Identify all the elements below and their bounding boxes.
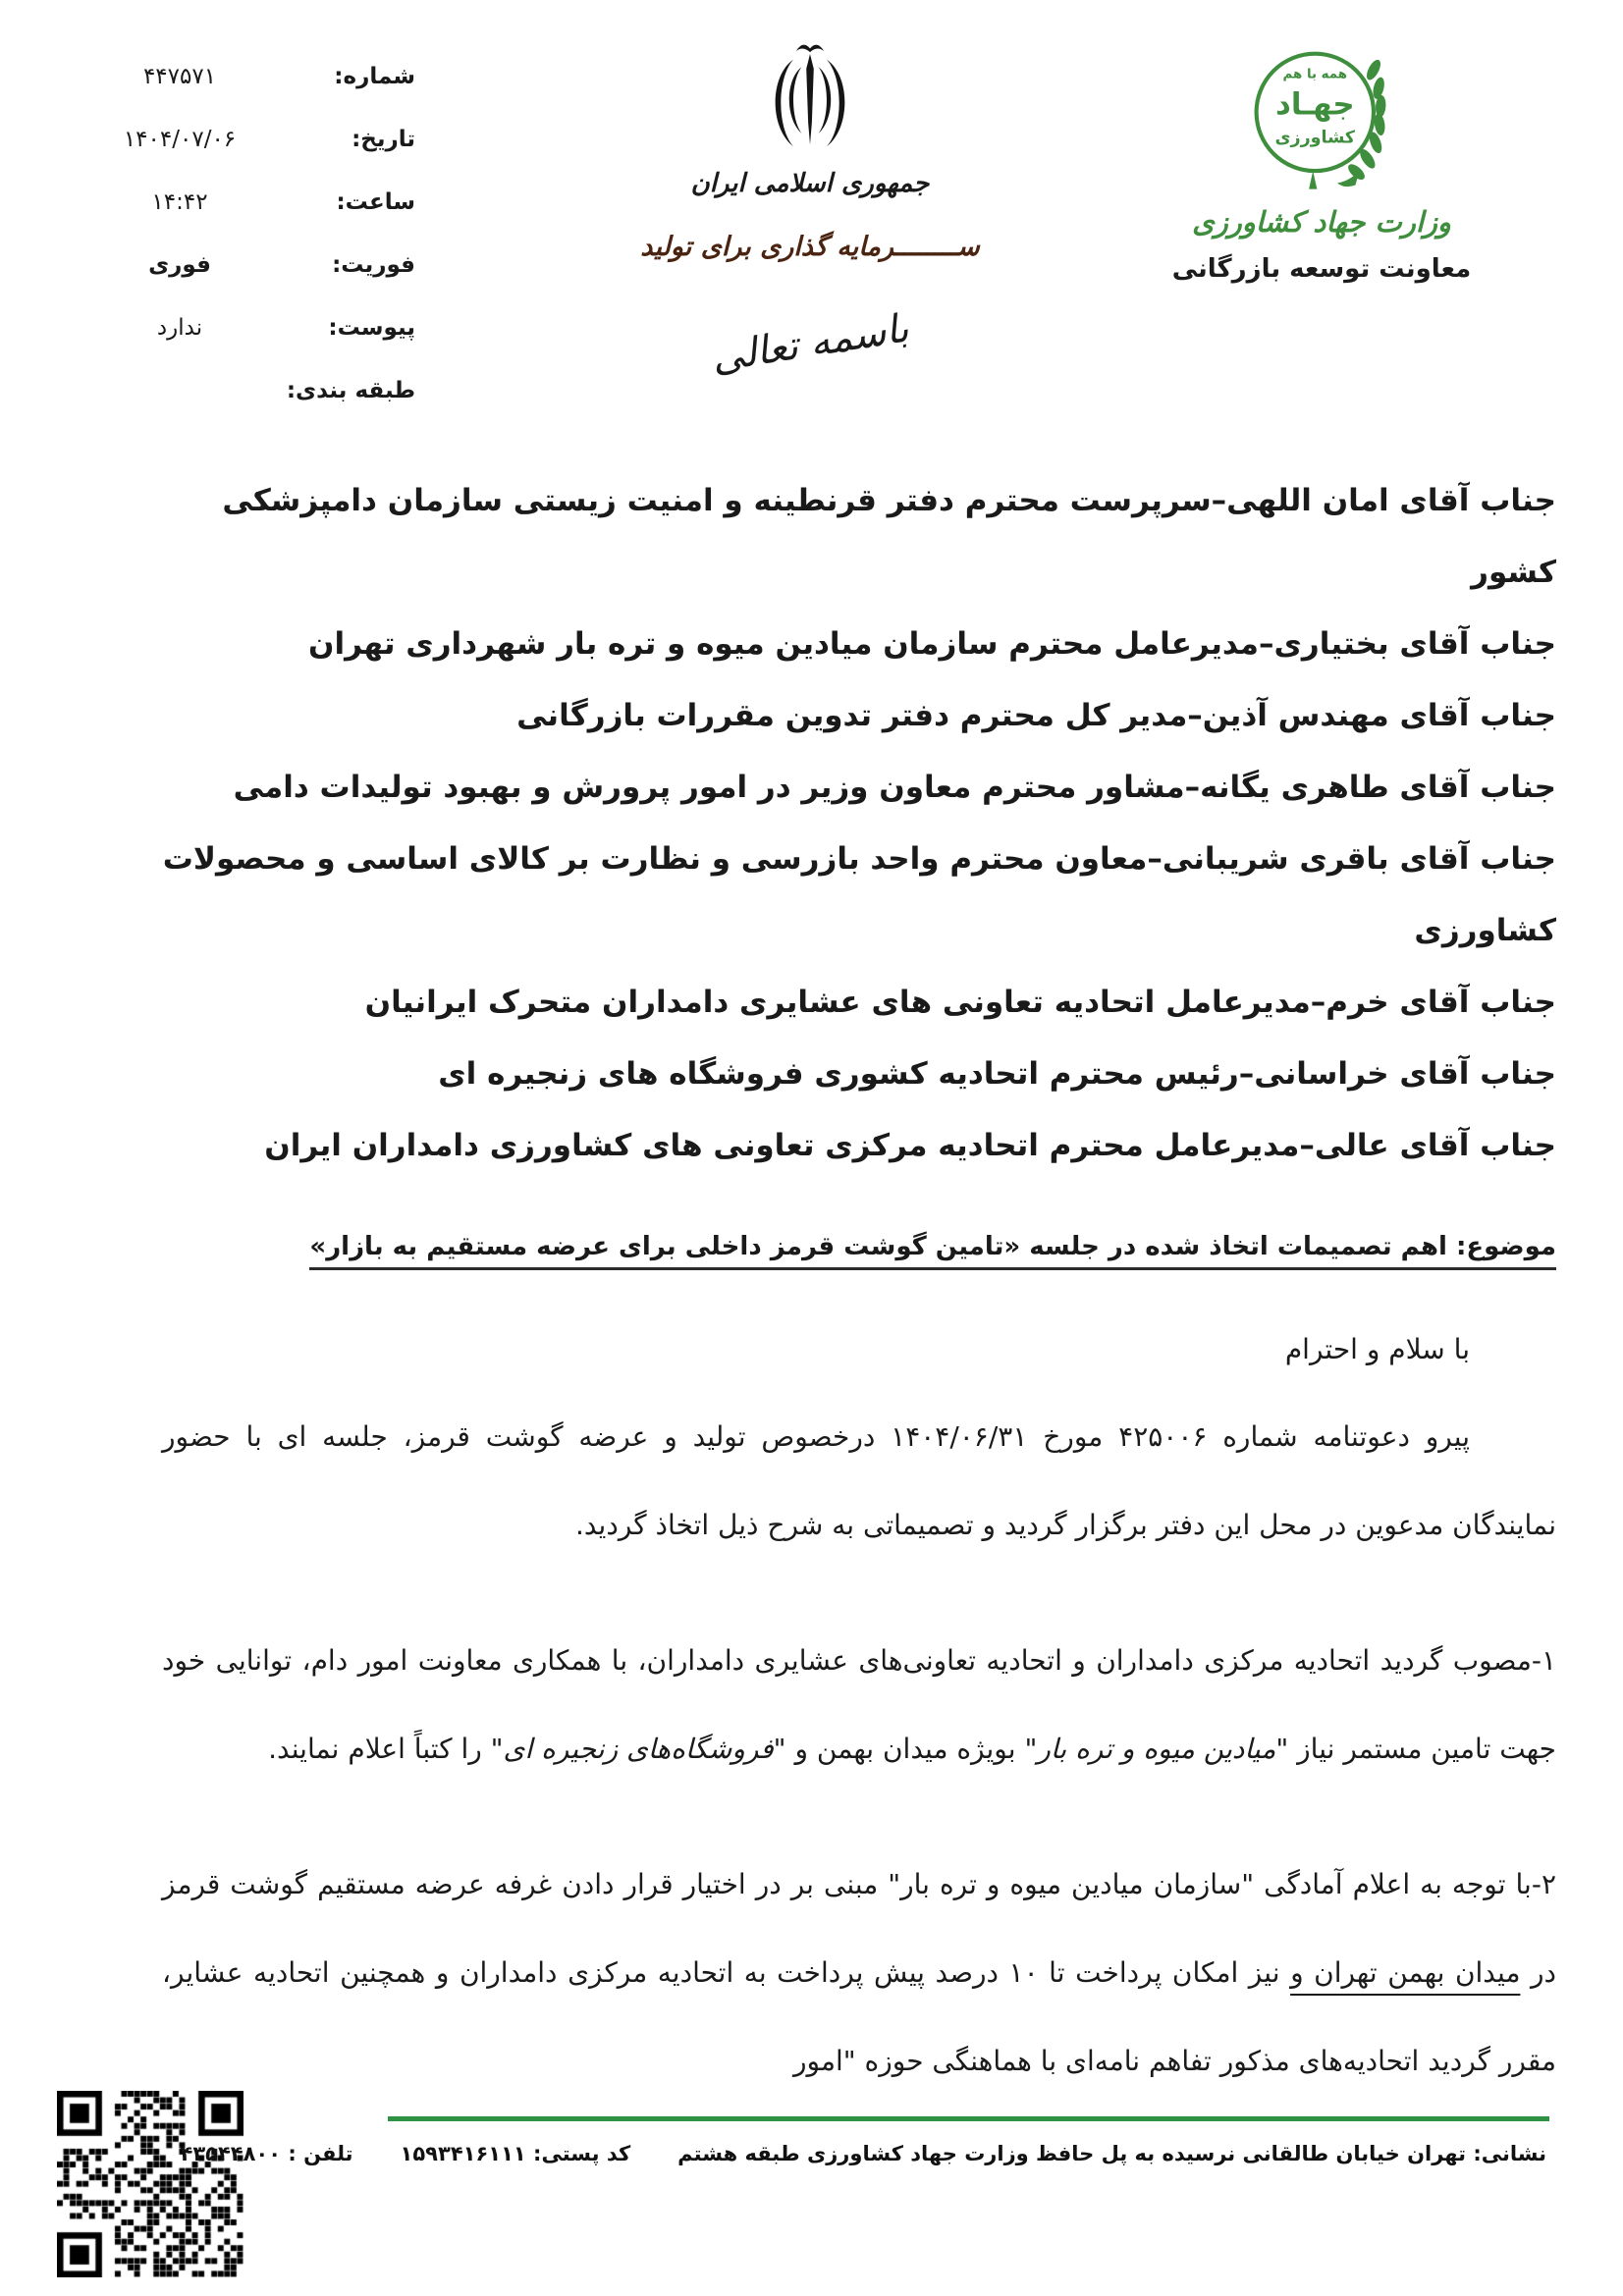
footer-address: نشانی: تهران خیابان طالقانی نرسیده به پل حافظ وزارت جهاد کشاورزی طبقه هشتم (677, 2142, 1546, 2165)
item1-quote-markets: "میادین میوه و تره بار" (1024, 1733, 1289, 1765)
footer-phone: تلفن : ۴۳۵۴۴۸۰۰ (180, 2142, 353, 2165)
item1-quote-chainstores: "فروشگاه‌های زنجیره ای" (490, 1733, 786, 1765)
metadata-row-time (77, 171, 415, 234)
ministry-block (1130, 29, 1513, 284)
number-label: شماره: (334, 64, 415, 89)
item2-text: ۲-با توجه به اعلام آمادگی "سازمان میادین میوه و تره بار" مبنی بر در اختیار قرار دادن غرفه عرضه مستقیم گوشت قرمز در (162, 1868, 1557, 1989)
metadata-row-date (77, 108, 415, 171)
intro-paragraph: پیرو دعوتنامه شماره ۴۲۵۰۰۶ مورخ ۱۴۰۴/۰۶/۳۱ درخصوص تولید و عرضه گوشت قرمز، جلسه ای با حضور نمایندگان مدعوین در محل این دفتر برگزار گردید و تصمیماتی به شرح ذیل اتخاذ گردید. (162, 1420, 1556, 1541)
letter-metadata (77, 45, 415, 422)
metadata-row-urgency (77, 234, 415, 296)
time-label: ساعت: (336, 189, 415, 215)
time-value: ۱۴:۴۲ (151, 189, 208, 215)
classification-label: طبقه بندی: (286, 378, 415, 403)
iran-emblem-icon (745, 37, 875, 167)
besmellah-calligraphy: باسمه تعالی (708, 305, 912, 382)
recipient-line: جناب آقای طاهری یگانه–مشاور محترم معاون وزیر در امور پرورش و بهبود تولیدات دامی (233, 770, 1556, 805)
recipient-list (162, 465, 1556, 1182)
recipient-line: جناب آقای امان اللهی–سرپرست محترم دفتر قرنطینه و امنیت زیستی سازمان دامپزشکی کشور (222, 483, 1556, 590)
subject-text: موضوع: اهم تصمیمات اتخاذ شده در جلسه «تامین گوشت قرمز داخلی برای عرضه مستقیم به بازار» (309, 1232, 1556, 1270)
letter-content (162, 465, 1556, 2106)
urgency-value: فوری (148, 252, 211, 278)
decision-item-2 (162, 1841, 1556, 2106)
item1-text: ۱-مصوب گردید اتحادیه مرکزی دامداران و اتحادیه تعاونی‌های عشایری دامداران، با همکاری معاونت امور دام، توانایی خود جهت تامین مستمر نیاز (162, 1644, 1556, 1765)
department-name: معاونت توسعه بازرگانی (1171, 254, 1472, 284)
national-emblem-block (574, 37, 1046, 382)
attachment-value: ندارد (156, 315, 203, 341)
item2-text: نیز امکان پرداخت تا ۱۰ درصد پیش پرداخت به اتحادیه مرکزی دامداران و همچنین اتحادیه عشایر، مقرر گردید اتحادیه‌های مذکور تفاهم نامه‌ای با هماهنگی حوزه "امور (162, 1956, 1556, 2077)
metadata-row-number (77, 45, 415, 108)
decision-item-1 (162, 1617, 1556, 1793)
jahad-keshavarzi-logo-icon (1236, 29, 1408, 201)
number-value: ۴۴۷۵۷۱ (142, 64, 217, 89)
footer (180, 2142, 1546, 2165)
recipient-line: جناب آقای خراسانی–رئیس محترم اتحادیه کشوری فروشگاه های زنجیره ای (438, 1056, 1556, 1092)
date-label: تاریخ: (352, 127, 415, 152)
footer-postal-code: کد پستی: ۱۵۹۳۴۱۶۱۱۱ (400, 2142, 631, 2165)
logo-top-text: همه با هم (1282, 67, 1347, 82)
logo-sub-text: کشاورزی (1273, 128, 1355, 148)
footer-divider (388, 2116, 1549, 2121)
ministry-name: وزارت جهاد کشاورزی (1192, 205, 1451, 239)
logo-main-text: جهـاد (1274, 86, 1355, 123)
metadata-row-attachment (77, 296, 415, 359)
year-slogan: ســــــــرمایه گذاری برای تولید (640, 232, 980, 262)
urgency-label: فوریت: (332, 252, 415, 278)
recipient-line: جناب آقای مهندس آذین–مدیر کل محترم دفتر تدوین مقررات بازرگانی (516, 698, 1556, 733)
qr-code (57, 2091, 243, 2277)
greeting: با سلام و احترام (1284, 1333, 1470, 1365)
metadata-row-classification (77, 359, 415, 422)
recipient-line: جناب آقای باقری شریبانی–معاون محترم واحد بازرسی و نظارت بر کالای اساسی و محصولات کشاورزی (162, 841, 1556, 948)
item1-text: را کتباً اعلام نمایند. (268, 1733, 491, 1765)
country-name: جمهوری اسلامی ایران (690, 169, 930, 198)
date-value: ۱۴۰۴/۰۷/۰۶ (123, 127, 237, 152)
recipient-line: جناب آقای عالی–مدیرعامل محترم اتحادیه مرکزی تعاونی های کشاورزی دامداران ایران (264, 1128, 1556, 1163)
recipient-line: جناب آقای خرم–مدیرعامل اتحادیه تعاونی های عشایری دامداران متحرک ایرانیان (364, 985, 1556, 1020)
subject-line (162, 1225, 1556, 1268)
item2-underlined-bahman-square: میدان بهمن تهران و (1290, 1956, 1521, 1989)
item1-text: بویژه میدان بهمن و (785, 1733, 1025, 1765)
attachment-label: پیوست: (328, 315, 415, 341)
recipient-line: جناب آقای بختیاری–مدیرعامل محترم سازمان میادین میوه و تره بار شهرداری تهران (308, 626, 1556, 662)
